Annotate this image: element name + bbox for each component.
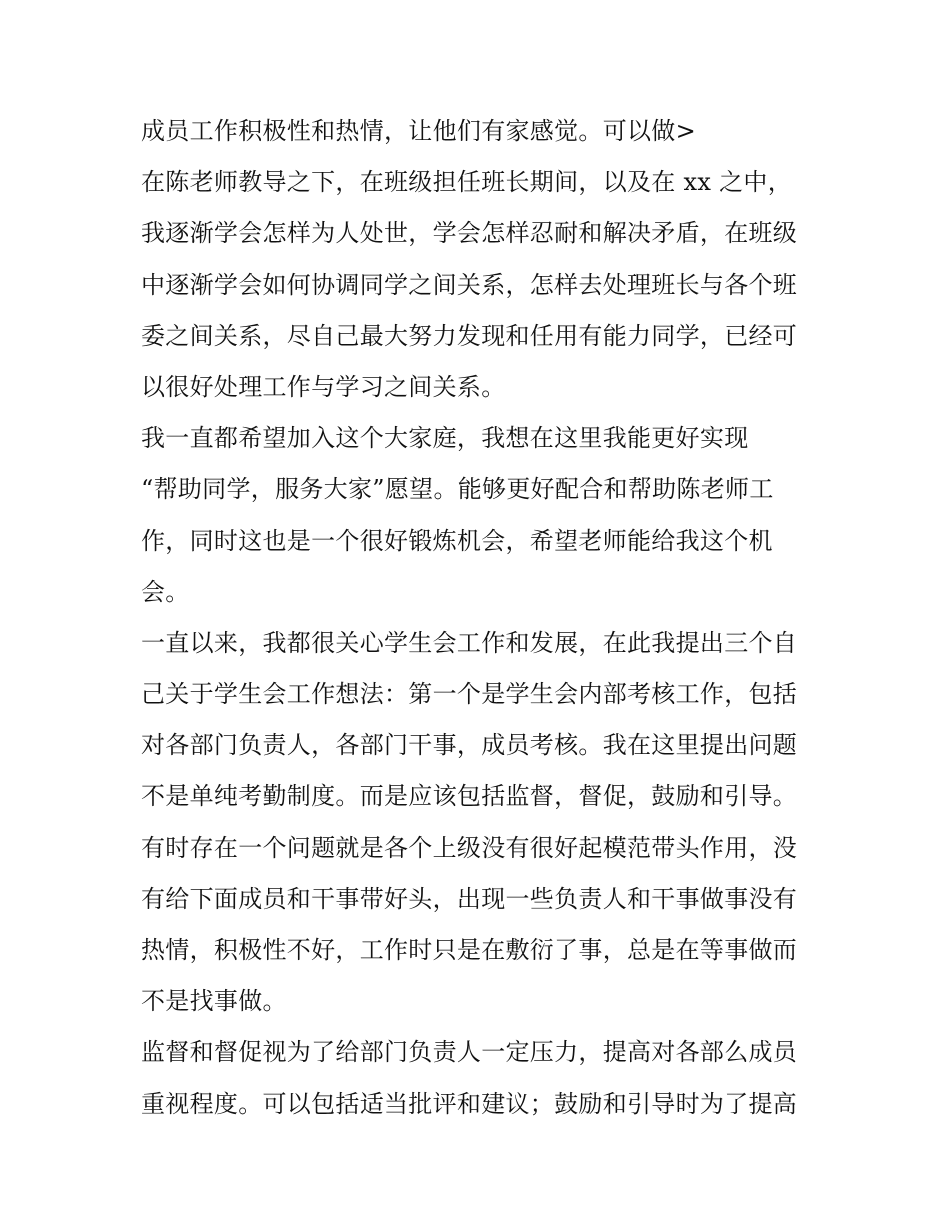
document-body — [141, 106, 831, 1130]
text-line: 有时存在一个问题就是各个上级没有很好起模范带头作用，没 — [141, 833, 798, 862]
text-line: 监督和督促视为了给部门负责人一定压力，提高对各部么成员 — [141, 1038, 798, 1067]
text-line: 一直以来，我都很关心学生会工作和发展，在此我提出三个自 — [141, 628, 798, 657]
text-line: 我逐渐学会怎样为人处世，学会怎样忍耐和解决矛盾，在班级 — [141, 219, 798, 248]
text-line: 我一直都希望加入这个大家庭，我想在这里我能更好实现 — [141, 424, 749, 453]
text-line: 成员工作积极性和热情，让他们有家感觉。可以做> — [141, 117, 697, 145]
text-line: 委之间关系，尽自己最大努力发现和任用有能力同学，已经可 — [141, 321, 798, 350]
text-line: 以很好处理工作与学习之间关系。 — [141, 372, 506, 401]
text-line: 会。 — [141, 577, 190, 606]
text-line: 不是找事做。 — [141, 987, 287, 1016]
text-line: 有给下面成员和干事带好头，出现一些负责人和干事做事没有 — [141, 884, 798, 913]
text-line: 对各部门负责人，各部门干事，成员考核。我在这里提出问题 — [141, 731, 798, 760]
text-line: 重视程度。可以包括适当批评和建议；鼓励和引导时为了提高 — [141, 1089, 798, 1118]
text-line: “帮助同学，服务大家”愿望。能够更好配合和帮助陈老师工 — [141, 475, 774, 504]
text-line: 作，同时这也是一个很好锻炼机会，希望老师能给我这个机 — [141, 526, 773, 555]
text-line: 不是单纯考勤制度。而是应该包括监督，督促，鼓励和引导。 — [141, 782, 798, 811]
text-line: 热情，积极性不好，工作时只是在敷衍了事，总是在等事做而 — [141, 936, 798, 964]
text-line: 在陈老师教导之下，在班级担任班长期间，以及在 xx 之中， — [141, 168, 793, 197]
text-line: 己关于学生会工作想法：第一个是学生会内部考核工作，包括 — [141, 680, 798, 709]
text-line: 中逐渐学会如何协调同学之间关系，怎样去处理班长与各个班 — [141, 270, 798, 299]
